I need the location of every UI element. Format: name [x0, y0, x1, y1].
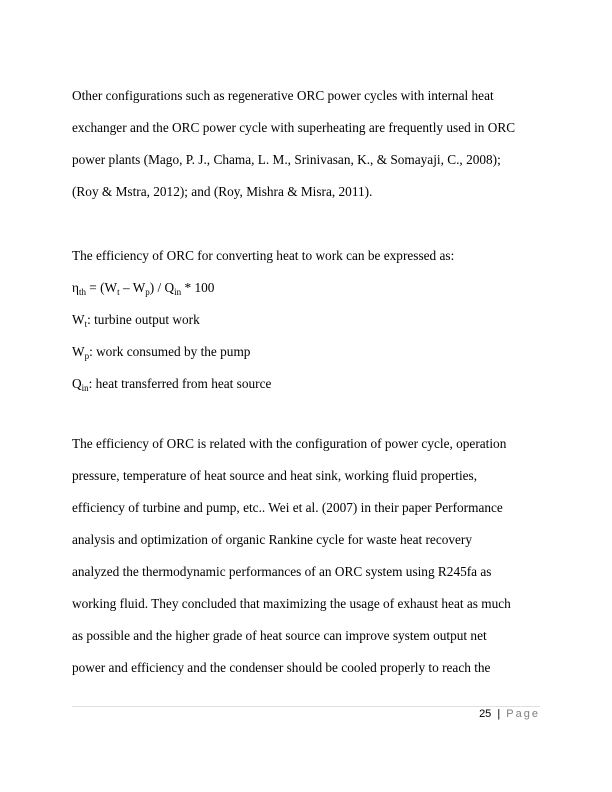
- efficiency-section: [72, 248, 454, 408]
- text-line: Other configurations such as regenerative ORC power cycles with internal heat: [72, 88, 494, 103]
- footer-separator: |: [497, 708, 501, 720]
- page-label: Page: [506, 708, 540, 720]
- text-line: as possible and the higher grade of heat source can improve system output net: [72, 628, 487, 643]
- text-line: (Roy & Mstra, 2012); and (Roy, Mishra & Misra, 2011).: [72, 184, 373, 199]
- text-line: exchanger and the ORC power cycle with superheating are frequently used in ORC: [72, 120, 516, 135]
- definition-symbol: W: [72, 344, 85, 359]
- wp-subscript: p: [145, 287, 150, 297]
- footer-divider: [72, 706, 540, 707]
- definition-wt: [72, 312, 454, 344]
- definition-subscript: t: [84, 319, 88, 329]
- page-footer: [479, 708, 540, 720]
- page-number: 25: [479, 708, 492, 720]
- text-line: analyzed the thermodynamic performances of an ORC system using R245fa as: [72, 564, 492, 579]
- formula-part: ) / Q: [149, 280, 175, 295]
- formula-part: * 100: [181, 280, 215, 295]
- definition-qin: [72, 376, 454, 408]
- text-line: power and efficiency and the condenser should be cooled properly to reach the: [72, 660, 491, 675]
- definition-text: : turbine output work: [87, 312, 200, 327]
- definition-symbol: W: [72, 312, 85, 327]
- text-line: working fluid. They concluded that maximizing the usage of exhaust heat as much: [72, 596, 511, 611]
- text-line: analysis and optimization of organic Rankine cycle for waste heat recovery: [72, 532, 472, 547]
- text-line: efficiency of turbine and pump, etc.. Wei et al. (2007) in their paper Performance: [72, 500, 503, 515]
- efficiency-intro: The efficiency of ORC for converting heat to work can be expressed as:: [72, 248, 455, 263]
- formula-part: – W: [119, 280, 146, 295]
- efficiency-formula: [72, 280, 454, 312]
- definition-subscript: p: [84, 351, 90, 361]
- eta-symbol: η: [72, 280, 79, 295]
- paragraph-orc-efficiency-factors: [72, 436, 542, 692]
- text-line: pressure, temperature of heat source and heat sink, working fluid properties,: [72, 468, 478, 483]
- definition-text: : heat transferred from heat source: [88, 376, 272, 391]
- definition-wp: [72, 344, 454, 376]
- qin-subscript: in: [174, 287, 182, 297]
- definition-text: : work consumed by the pump: [89, 344, 251, 359]
- wt-subscript: t: [117, 287, 120, 297]
- definition-subscript: in: [81, 383, 89, 393]
- definition-symbol: Q: [72, 376, 82, 391]
- paragraph-orc-configurations: [72, 88, 542, 216]
- formula-part: = (W: [85, 280, 118, 295]
- eta-subscript: th: [78, 287, 86, 297]
- text-line: The efficiency of ORC is related with the configuration of power cycle, operation: [72, 436, 507, 451]
- text-line: power plants (Mago, P. J., Chama, L. M., Srinivasan, K., & Somayaji, C., 2008);: [72, 152, 501, 167]
